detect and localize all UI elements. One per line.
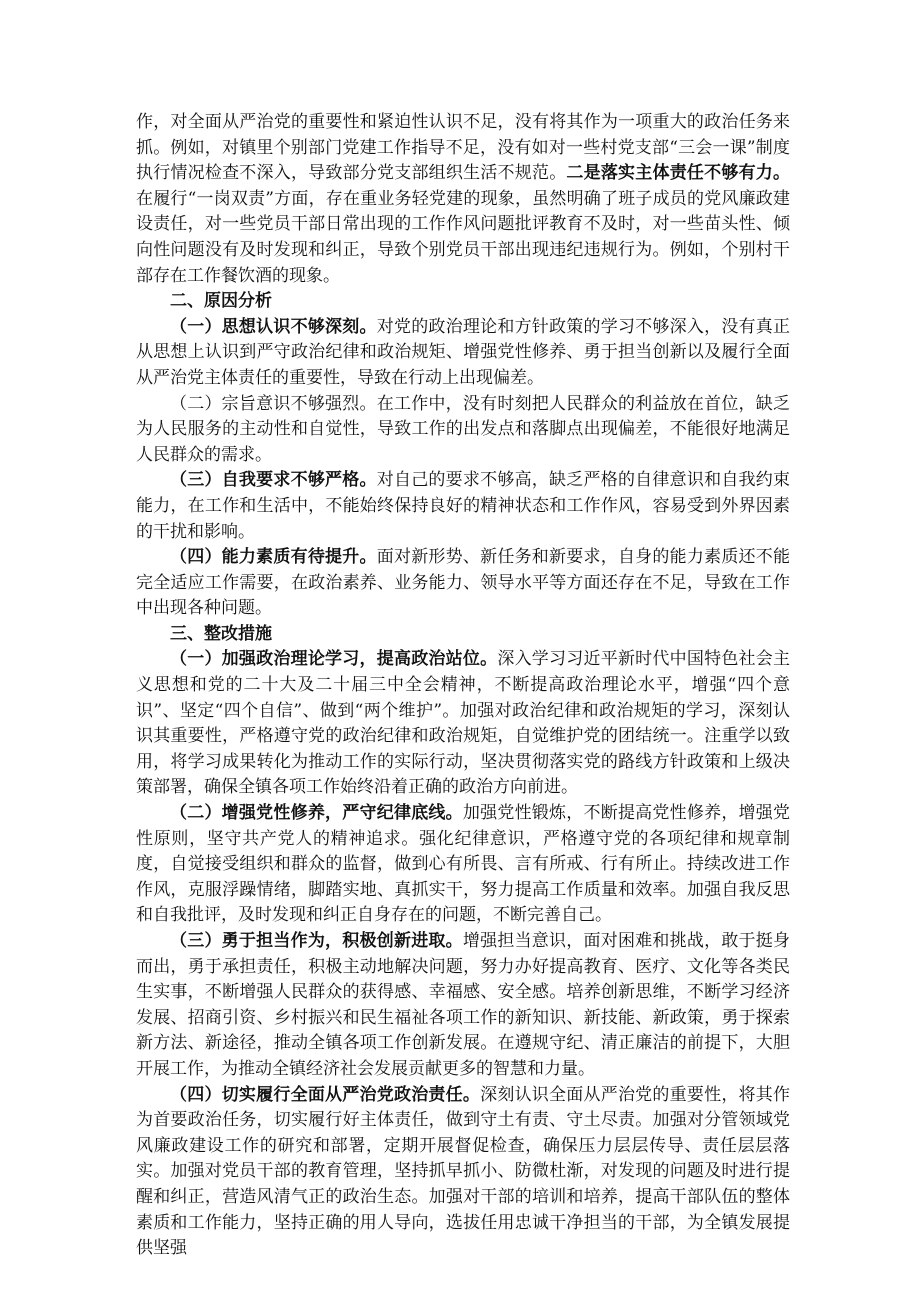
- measure-item-2: [136, 801, 790, 929]
- cause-item-label: （三）自我要求不够严格。: [170, 470, 377, 491]
- measure-item-text: 深刻认识全面从严治党的重要性，将其作为首要政治任务，切实履行好主体责任，做到守土有责、守土尽责。加强对分管领域党风廉政建设工作的研究和部署，定期开展督促检查，确保压力层层传导、责任层层落实。加强对党员干部的教育管理，坚持抓早抓小、防微杜渐，对发现的问题及时进行提醒和纠正，营造风清气正的政治生态。加强对干部的培训和培养，提高干部队伍的整体素质和工作能力，坚持正确的用人导向，选拔任用忠诚干净担当的干部，为全镇发展提供坚强: [136, 1084, 791, 1259]
- cause-item-4: [136, 545, 790, 622]
- cause-item-label: （二）宗旨意识不够强烈。: [170, 393, 377, 414]
- cause-item-label: （一）思想认识不够深刻。: [170, 316, 377, 337]
- section-heading-cause-analysis: 二、原因分析: [170, 291, 272, 312]
- measure-item-label: （四）切实履行全面从严治党政治责任。: [170, 1084, 481, 1105]
- cause-item-text: 面对新形势、新任务和新要求，自身的能力素质还不能完全适应工作需要，在政治素养、业务能力、领导水平等方面还存在不足，导致在工作中出现各种问题。: [136, 547, 791, 619]
- cause-item-1: [136, 315, 790, 392]
- cause-item-text: 对党的政治理论和方针政策的学习不够深入，没有真正从思想上认识到严守政治纪律和政治规矩、增强党性修养、勇于担当创新以及履行全面从严治党主体责任的重要性，导致在行动上出现偏差。: [136, 316, 791, 388]
- measure-item-3: [136, 929, 790, 1083]
- cause-item-3: [136, 468, 790, 545]
- measure-item-label: （三）勇于担当作为，积极创新进取。: [170, 931, 463, 951]
- intro-text-1: 作，对全面从严治党的重要性和紧迫性认识不足，没有将其作为一项重大的政治任务来抓。例如，对镇里个别部门党建工作指导不足，没有如对一些村党支部“三会一课”制度执行情况检查不深入，导致部分党支部组织生活不规范。: [136, 112, 790, 184]
- measure-item-label: （二）增强党性修养，严守纪律底线。: [170, 803, 463, 824]
- intro-paragraph: [136, 110, 790, 289]
- measure-item-text: 增强担当意识，面对困难和挑战，敢于挺身而出，勇于承担责任，积极主动地解决问题，努力办好提高教育、医疗、文化等各类民生实事，不断增强人民群众的获得感、幸福感、安全感。培养创新思维，不断学习经济发展、招商引资、乡村振兴和民生福祉各项工作的新知识、新技能、新政策，勇于探索新方法、新途径，推动全镇各项工作创新发展。在遵规守纪、清正廉洁的前提下，大胆开展工作，为推动全镇经济社会发展贡献更多的智慧和力量。: [136, 931, 791, 1079]
- measure-item-text: 深入学习习近平新时代中国特色社会主义思想和党的二十大及二十届三中全会精神，不断提高政治理论水平，增强“四个意识”、坚定“四个自信”、做到“两个维护”。加强对政治纪律和政治规矩的学习，深刻认识其重要性，严格遵守党的政治纪律和政治规矩，自觉维护党的团结统一。注重学以致用，将学习成果转化为推动工作的实际行动，坚决贯彻落实党的路线方针政策和上级决策部署，确保全镇各项工作始终沿着正确的政治方向前进。: [136, 649, 791, 798]
- measure-item-1: [136, 647, 790, 801]
- measure-item-4: [136, 1083, 790, 1262]
- document-page: [136, 110, 790, 1262]
- cause-item-label: （四）能力素质有待提升。: [170, 547, 377, 568]
- intro-text-2: 在履行“一岗双责”方面，存在重业务轻党建的现象，虽然明确了班子成员的党风廉政建设责任，对一些党员干部日常出现的工作作风问题批评教育不及时，对一些苗头性、倾向性问题没有及时发现和纠正，导致个别党员干部出现违纪违规行为。例如，个别村干部存在工作餐饮酒的现象。: [136, 188, 790, 286]
- cause-item-text: 在工作中，没有时刻把人民群众的利益放在首位，缺乏为人民服务的主动性和自觉性，导致工作的出发点和落脚点出现偏差，不能很好地满足人民群众的需求。: [136, 393, 791, 465]
- intro-bold-point: 二是落实主体责任不够有力。: [566, 163, 791, 184]
- cause-item-2: [136, 392, 790, 469]
- cause-item-text: 对自己的要求不够高，缺乏严格的自律意识和自我约束能力，在工作和生活中，不能始终保持良好的精神状态和工作作风，容易受到外界因素的干扰和影响。: [136, 470, 791, 542]
- measure-item-text: 加强党性锻炼，不断提高党性修养，增强党性原则，坚守共产党人的精神追求。强化纪律意识，严格遵守党的各项纪律和规章制度，自觉接受组织和群众的监督，做到心有所畏、言有所戒、行有所止。持续改进工作作风，克服浮躁情绪，脚踏实地、真抓实干，努力提高工作质量和效率。加强自我反思和自我批评，及时发现和纠正自身存在的问题，不断完善自己。: [136, 803, 791, 926]
- measure-item-label: （一）加强政治理论学习，提高政治站位。: [170, 649, 498, 670]
- section-heading-rectification: 三、整改措施: [170, 623, 272, 644]
